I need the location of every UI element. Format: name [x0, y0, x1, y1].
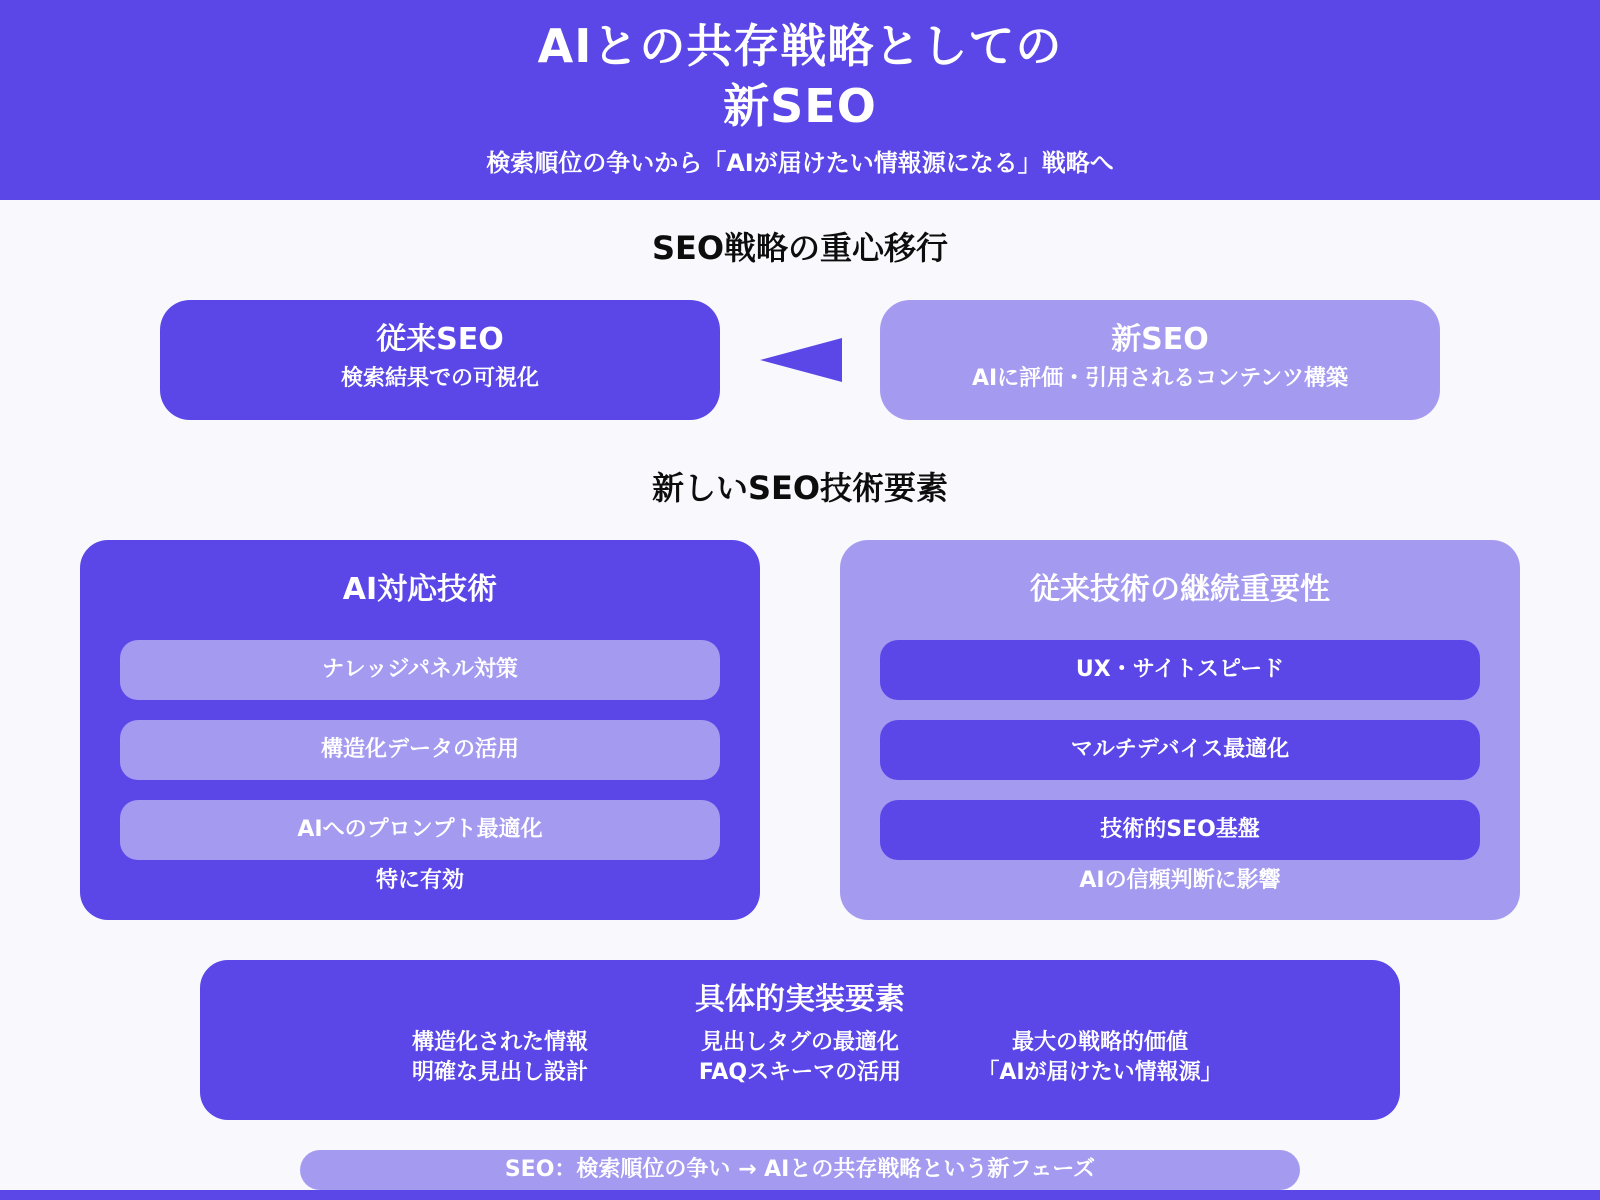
- implementation-line: 見出しタグの最適化: [700, 1030, 899, 1055]
- bottom-bar: [0, 1190, 1600, 1200]
- new-seo-box: [880, 300, 1440, 420]
- legacy-tech-title: 従来技術の継続重要性: [1030, 572, 1330, 607]
- implementation-title: 具体的実装要素: [695, 982, 905, 1017]
- page-title-line-2: 新SEO: [723, 79, 877, 133]
- tech-section-heading: 新しいSEO技術要素: [651, 469, 949, 507]
- legacy-tech-note: AIの信頼判断に影響: [1079, 868, 1281, 893]
- implementation-line: FAQスキーマの活用: [698, 1060, 902, 1085]
- implementation-line: 構造化された情報: [411, 1030, 588, 1055]
- implementation-column: [350, 1028, 650, 1088]
- new-seo-title: 新SEO: [1111, 322, 1209, 357]
- implementation-line: 「AIが届けたい情報源」: [977, 1060, 1223, 1085]
- ai-tech-note: 特に有効: [375, 868, 464, 893]
- left-arrow-icon: [760, 338, 842, 382]
- legacy-tech-item: マルチデバイス最適化: [880, 720, 1480, 780]
- old-seo-subtitle: 検索結果での可視化: [340, 366, 539, 391]
- header-banner: [0, 0, 1600, 200]
- page-subtitle: 検索順位の争いから「AIが届けたい情報源になる」戦略へ: [486, 149, 1114, 177]
- ai-tech-item: AIへのプロンプト最適化: [120, 800, 720, 860]
- implementation-column: [950, 1028, 1250, 1088]
- page-title-line-1: AIとの共存戦略としての: [537, 19, 1063, 73]
- legacy-tech-item: UX・サイトスピード: [880, 640, 1480, 700]
- old-seo-box: [160, 300, 720, 420]
- legacy-tech-panel: [840, 540, 1520, 920]
- ai-tech-item: 構造化データの活用: [120, 720, 720, 780]
- footer-summary: SEO：検索順位の争い → AIとの共存戦略という新フェーズ: [300, 1150, 1300, 1190]
- implementation-column: [650, 1028, 950, 1088]
- ai-tech-title: AI対応技術: [342, 572, 498, 607]
- old-seo-title: 従来SEO: [376, 322, 504, 357]
- ai-tech-panel: [80, 540, 760, 920]
- ai-tech-item: ナレッジパネル対策: [120, 640, 720, 700]
- implementation-box: [200, 960, 1400, 1120]
- legacy-tech-item: 技術的SEO基盤: [880, 800, 1480, 860]
- new-seo-subtitle: AIに評価・引用されるコンテンツ構築: [971, 366, 1349, 391]
- implementation-line: 最大の戦略的価値: [1011, 1030, 1188, 1055]
- shift-section-heading: SEO戦略の重心移行: [651, 229, 949, 267]
- implementation-line: 明確な見出し設計: [411, 1060, 588, 1085]
